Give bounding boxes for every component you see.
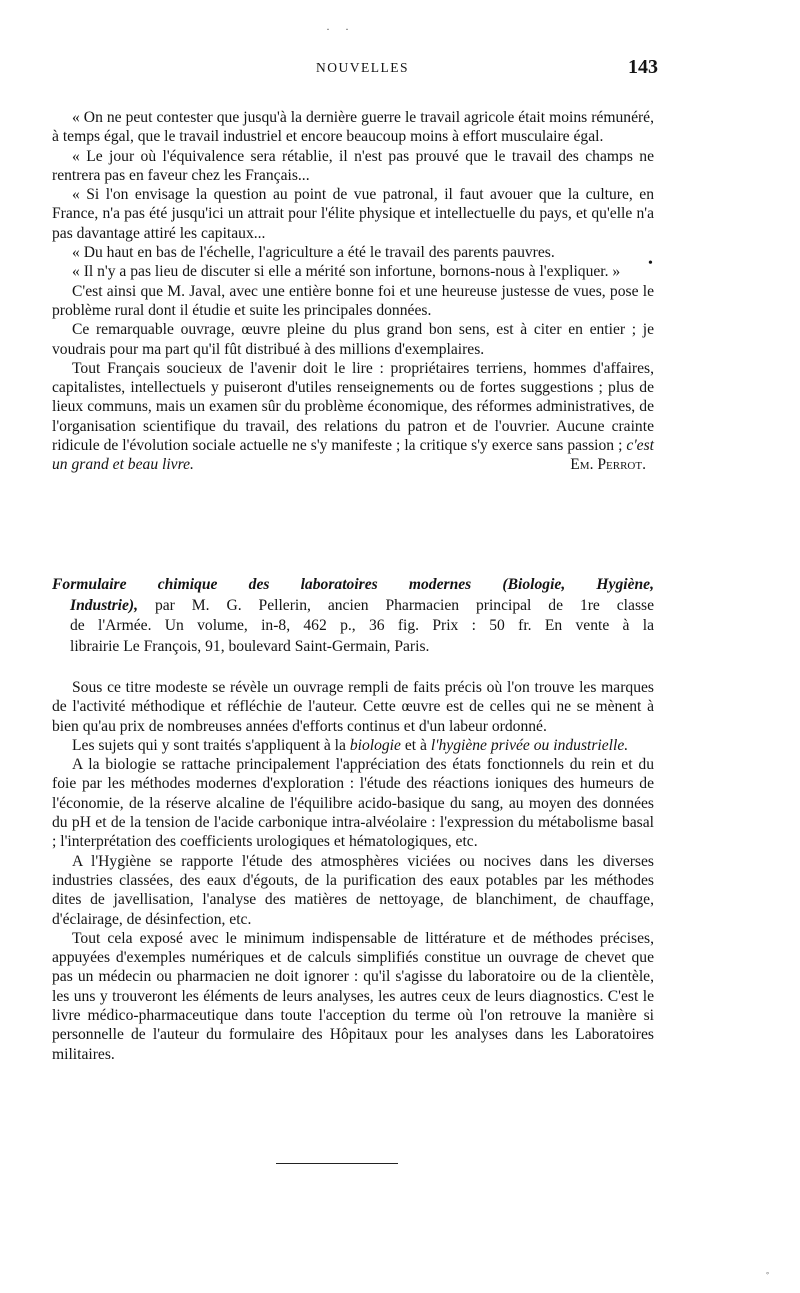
paragraph <box>52 736 654 755</box>
paragraph-text: Les sujets qui y sont traités s'appliquent à la <box>72 736 346 754</box>
book-entry <box>52 575 654 657</box>
page-number: 143 <box>628 56 658 78</box>
entry-line: librairie Le François, 91, boulevard Saint-Germain, Paris. <box>70 637 430 655</box>
book-title: Formulaire chimique des laboratoires modernes (Biologie, Hygiène, <box>52 576 654 593</box>
paragraph-text: et à <box>404 736 427 754</box>
review-continuation <box>52 108 654 475</box>
margin-mark: • <box>648 256 653 271</box>
closing-phrase: c'est un grand et beau livre. <box>52 437 654 474</box>
author-line: par M. G. Pellerin, ancien Pharmacien principal de 1re classe <box>154 596 654 614</box>
paragraph: « Il n'y a pas lieu de discuter si elle a mérité son infortune, bornons-nous à l'expliquer. » <box>72 263 621 281</box>
section-divider <box>276 1163 398 1164</box>
paragraph: Tout cela exposé avec le minimum indispensable de littérature et de méthodes précises, appuyées d'exemples numériques et de calculs simplifiés constitue un ouvrage de chevet que pas un médecin ou pharmacien ne doit ignorer : qu'il s'agisse du laboratoire ou de la clientèle, les uns y trouveront les éléments de leurs analyses, les autres ceux de leurs diagnostics. C'est le livre médico-pharmaceutique dans toute l'acception du terme où l'on retrouve la manière si personnelle de l'auteur du formulaire des Hôpitaux pour les analyses dans les Laboratoires militaires. <box>52 929 654 1063</box>
book-review <box>52 678 654 1064</box>
entry-title-line <box>52 575 654 596</box>
reviewer-signature: Em. Perrot. <box>570 456 646 474</box>
entry-details <box>52 596 654 658</box>
book-title-cont: Industrie), <box>70 596 139 614</box>
running-title: NOUVELLES <box>316 60 409 75</box>
paragraph: Ce remarquable ouvrage, œuvre pleine du plus grand bon sens, est à citer en entier ; je voudrais pour ma part qu'il fût distribué à des millions d'exemplaires. <box>52 321 654 358</box>
corner-mark: ◦ <box>763 1267 772 1279</box>
paragraph: « Du haut en bas de l'échelle, l'agriculture a été le travail des parents pauvres. <box>72 244 555 262</box>
paragraph-final <box>52 359 654 475</box>
emphasis: l'hygiène privée ou industrielle. <box>430 736 629 754</box>
paragraph-text: Tout Français soucieux de l'avenir doit le lire : propriétaires terriens, hommes d'affaires, capitalistes, intellectuels y puiseront d'utiles renseignements ou de fortes suggestions ; plus de lieux communs, mais un examen sûr du problème économique, des réformes administratives, de l'organisation scientifique du travail, des relations du patron et de l'ouvrier. Aucune crainte ridicule de l'évolution sociale actuelle ne s'y manifeste ; la critique s'y exerce sans passion ; <box>52 359 654 455</box>
paragraph: A l'Hygiène se rapporte l'étude des atmosphères viciées ou nocives dans les diverses industries classées, des eaux d'égouts, de la purification des eaux potables par les méthodes dites de javellisation, l'analyse des matières de nettoyage, de blanchiment, de chauffage, d'éclairage, de désinfection, etc. <box>52 852 654 928</box>
entry-line <box>70 596 654 617</box>
printer-dots: · · <box>326 22 355 36</box>
paragraph: A la biologie se rattache principalement l'appréciation des états fonctionnels du rein et du foie par les méthodes modernes d'exploration : l'étude des réactions ioniques des humeurs de l'économie, de la réserve alcaline de l'équilibre acido-basique du sang, au moyen des données du pH et de la tension de l'acide carbonique intra-alvéolaire : l'expression du métabolisme basal ; l'interprétation des coefficients urologiques et hématologiques, etc. <box>52 756 654 851</box>
paragraph: « Le jour où l'équivalence sera rétablie, il n'est pas prouvé que le travail des champs ne rentrera pas en faveur chez les Français... <box>52 147 654 184</box>
paragraph: « Si l'on envisage la question au point de vue patronal, il faut avouer que la culture, en France, n'a pas été jusqu'ici un attrait pour l'élite physique et intellectuelle du pays, et qu'elle n'a pas davantage attiré les capitaux... <box>52 186 654 242</box>
paragraph: Sous ce titre modeste se révèle un ouvrage rempli de faits précis où l'on trouve les marques de l'activité méthodique et réfléchie de l'auteur. Cette œuvre est de celles qui ne se mènent à bien qu'au prix de nombreuses années d'efforts continus et d'un labeur ordonné. <box>52 679 654 735</box>
paragraph: C'est ainsi que M. Javal, avec une entière bonne foi et une heureuse justesse de vues, pose le problème rural dont il étudie et suite les principales données. <box>52 282 654 319</box>
entry-line: de l'Armée. Un volume, in-8, 462 p., 36 fig. Prix : 50 fr. En vente à la <box>70 617 654 634</box>
emphasis: biologie <box>349 736 401 754</box>
paragraph: « On ne peut contester que jusqu'à la dernière guerre le travail agricole était moins rémunéré, à temps égal, que le travail industriel et encore beaucoup moins à effort musculaire égal. <box>52 109 654 146</box>
